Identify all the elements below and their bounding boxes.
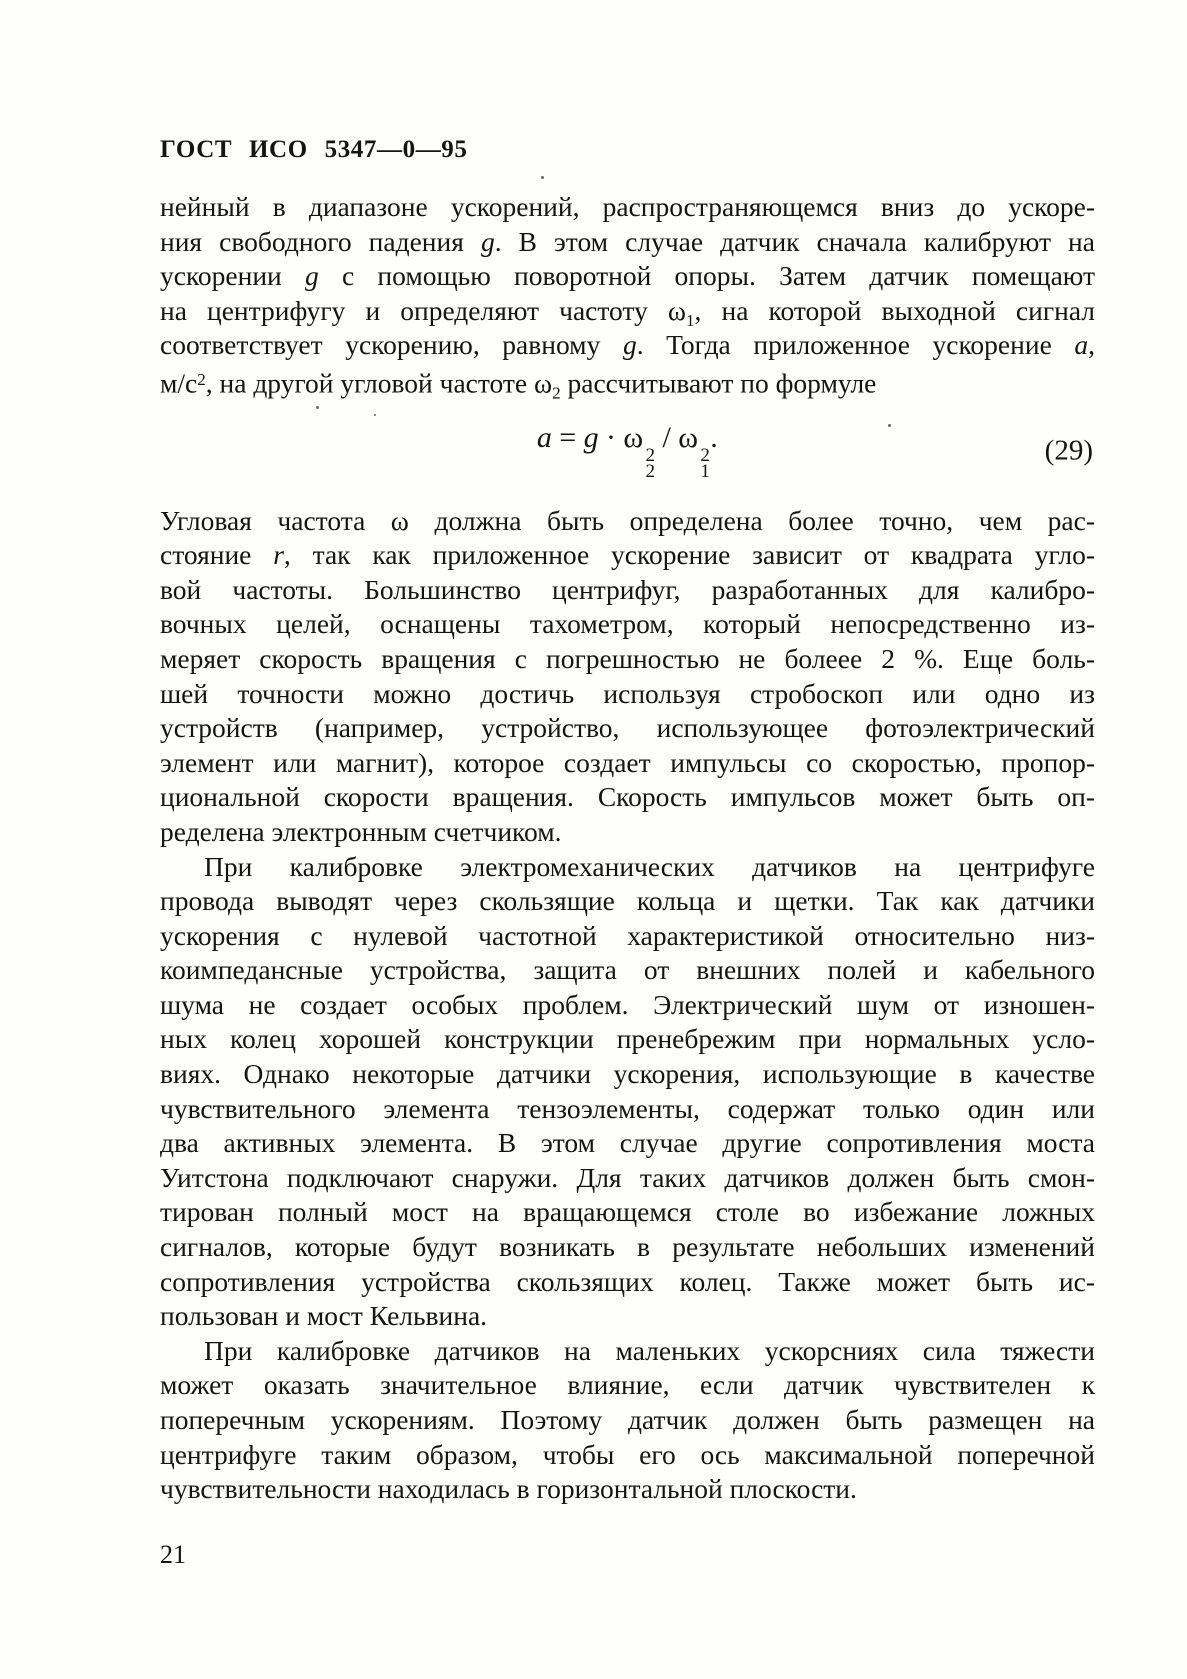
formula-row [160, 398, 1095, 504]
page-number: 21 [160, 1540, 186, 1569]
text-line: ределена электронным счетчиком. [160, 815, 562, 847]
body-text [160, 190, 1095, 1507]
text-line: вочных целей, оснащены тахометром, который непосредственно из- [160, 608, 1095, 640]
formula-var-g: g [583, 421, 599, 455]
formula-period: . [710, 421, 719, 455]
omega-1-scripts [700, 445, 711, 483]
text-line: ния свободного падения g. В этом случае датчик сначала калибруют на [160, 225, 1095, 257]
omega-2-scripts [645, 445, 656, 483]
text-line: При калибровке датчиков на маленьких ускорсниях сила тяжести [204, 1334, 1095, 1366]
text-line: виях. Однако некоторые датчики ускорения, использующие в качестве [160, 1058, 1095, 1090]
text-line: устройств (например, устройство, использующее фотоэлектрический [160, 712, 1095, 744]
text-line: провода выводят через скользящие кольца и щетки. Так как датчики [160, 885, 1095, 917]
text-line: пользован и мост Кельвина. [160, 1300, 488, 1332]
text-line: на центрифугу и определяют частоту $\omega_1$, на которой выходной сигнал [160, 294, 1095, 330]
paragraph-block-before-formula [160, 190, 1095, 403]
text-line: поперечным ускорениям. Поэтому датчик должен быть размещен на [160, 1404, 1095, 1435]
text-line: меряет скорость вращения с погрешностью не болеее 2 %. Еще боль- [160, 642, 1095, 674]
text-line: ных колец хорошей конструкции пренебрежим при нормальных усло- [160, 1023, 1095, 1055]
text-line: соответствует ускорению, равному g. Тогда приложенное ускорение a, [160, 329, 1095, 361]
scan-speck [541, 176, 544, 179]
text-line: центрифуге таким образом, чтобы его ось максимальной поперечной [160, 1438, 1095, 1470]
text-line: шей точности можно достичь используя стробоскоп или одно из [160, 677, 1095, 709]
omega-2-superscript: 2 [645, 445, 656, 467]
formula-var-a: a [536, 421, 553, 455]
omega-1-superscript: 2 [700, 445, 711, 467]
text-line: элемент или магнит), которое создает импульсы со скоростью, пропор- [160, 746, 1095, 778]
text-line: сигналов, которые будут возникать в результате небольших изменений [160, 1231, 1095, 1263]
division-slash: / [662, 421, 672, 455]
text-line: сопротивления устройства скользящих колец. Также может быть ис- [160, 1265, 1095, 1297]
omega-2-symbol: ω [623, 421, 644, 455]
text-line: ускорении g с помощью поворотной опоры. Затем датчик помещают [160, 260, 1095, 292]
omega-1-subscript: 1 [700, 461, 711, 483]
formula-29 [536, 421, 719, 483]
text-line: чувствительного элемента тензоэлементы, содержат только один или [160, 1092, 1095, 1124]
text-line: может оказать значительное влияние, если датчик чувствителен к [160, 1369, 1095, 1401]
text-line: $м/с^2$, на другой угловой частоте $\omega_2$ рассчитывают по формуле [160, 367, 877, 403]
text-line: Угловая частота ω должна быть определена более точно, чем рас- [160, 504, 1095, 536]
text-line: тирован полный мост на вращающемся столе во избежание ложных [160, 1196, 1095, 1228]
omega-1-symbol: ω [678, 421, 699, 455]
text-line: вой частоты. Большинство центрифуг, разработанных для калибро- [160, 573, 1095, 605]
paragraph-block-after-formula [160, 504, 1095, 1507]
text-line: два активных элемента. В этом случае другие сопротивления моста [160, 1127, 1095, 1159]
text-line: Уитстона подключают снаружи. Для таких датчиков должен быть смон- [160, 1161, 1095, 1193]
text-line: нейный в диапазоне ускорений, распространяющемся вниз до ускоре- [160, 191, 1095, 222]
scan-speck [374, 414, 376, 416]
multiplication-dot: · [605, 421, 617, 455]
scan-speck [888, 424, 891, 427]
text-line: шума не создает особых проблем. Электрический шум от изношен- [160, 988, 1095, 1020]
equals-sign: = [559, 421, 577, 455]
text-line: ускорения с нулевой частотной характеристикой относительно низ- [160, 919, 1095, 951]
text-line: циональной скорости вращения. Скорость импульсов может быть оп- [160, 781, 1095, 813]
document-header: ГОСТ ИСО 5347—0—95 [160, 136, 468, 163]
text-line: чувствительности находилась в горизонтальной плоскости. [160, 1473, 857, 1505]
text-line: стояние r, так как приложенное ускорение зависит от квадрата угло- [160, 539, 1095, 571]
text-line: коимпедансные устройства, защита от внешних полей и кабельного [160, 954, 1095, 986]
equation-number: (29) [1044, 434, 1093, 467]
text-line: При калибровке электромеханических датчиков на центрифуге [204, 850, 1095, 882]
scan-speck [316, 406, 319, 409]
omega-2-subscript: 2 [645, 461, 656, 483]
